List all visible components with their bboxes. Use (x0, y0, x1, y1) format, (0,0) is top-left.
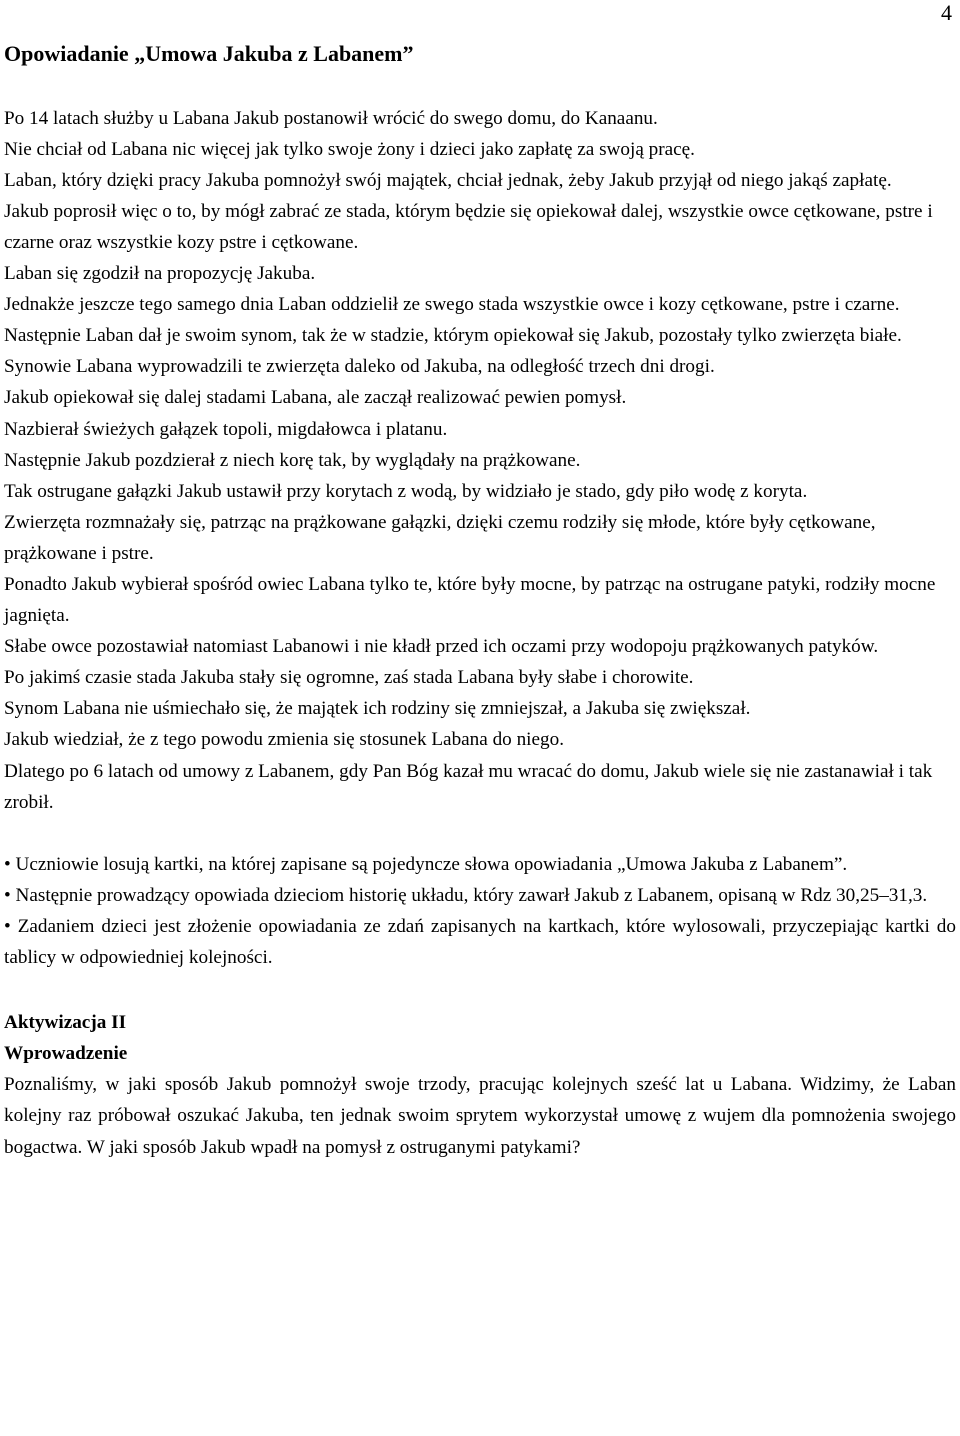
story-paragraph: Słabe owce pozostawiał natomiast Labanowi i nie kładł przed ich oczami przy wodopoju prążkowanych patyków. (4, 636, 879, 658)
page-number: 4 (941, 0, 952, 25)
story-paragraph: Laban, który dzięki pracy Jakuba pomnożył swój majątek, chciał jednak, żeby Jakub przyjął od niego jakąś zapłatę. (4, 169, 892, 191)
story-paragraph: Tak ostrugane gałązki Jakub ustawił przy korytach z wodą, by widziało je stado, gdy piło wodę z koryta. (4, 480, 808, 502)
story-paragraph: Po 14 latach służby u Labana Jakub postanowił wrócić do swego domu, do Kanaanu. (4, 107, 658, 129)
story-paragraph: Następnie Jakub pozdzierał z niech korę tak, by wyglądały na prążkowane. (4, 449, 581, 471)
story-paragraph: Jakub poprosił więc o to, by mógł zabrać ze stada, którym będzie się opiekował dalej, wszystkie owce cętkowane, pstre i czarne oraz wszystkie kozy pstre i cętkowane. (4, 200, 933, 253)
story-paragraph: Następnie Laban dał je swoim synom, tak że w stadzie, którym opiekował się Jakub, pozostały tylko zwierzęta białe. (4, 325, 902, 347)
story-paragraph: Synom Labana nie uśmiechało się, że majątek ich rodziny się zmniejszał, a Jakuba się zwiększał. (4, 698, 751, 720)
story-paragraph: Ponadto Jakub wybierał spośród owiec Labana tylko te, które były mocne, by patrząc na ostrugane patyki, rodziły mocne jagnięta. (4, 574, 936, 627)
story-paragraph: Nazbierał świeżych gałązek topoli, migdałowca i platanu. (4, 418, 448, 440)
story-paragraph: Laban się zgodził na propozycję Jakuba. (4, 263, 316, 285)
story-paragraph: Synowie Labana wyprowadzili te zwierzęta daleko od Jakuba, na odległość trzech dni drogi. (4, 356, 715, 378)
story-paragraph: Zwierzęta rozmnażały się, patrząc na prążkowane gałązki, dzięki czemu rodziły się młode, które były cętkowane, prążkowane i pstre. (4, 511, 876, 564)
instruction-item: • Uczniowie losują kartki, na której zapisane są pojedyncze słowa opowiadania „Umowa Jakuba z Labanem”. (4, 853, 848, 875)
story-paragraph: Jakub wiedział, że z tego powodu zmienia się stosunek Labana do niego. (4, 729, 564, 751)
section-heading-introduction: Wprowadzenie (4, 1043, 128, 1065)
story-paragraph: Nie chciał od Labana nic więcej jak tylko swoje żony i dzieci jako zapłatę za swoją pracę. (4, 138, 695, 160)
story-paragraph: Dlatego po 6 latach od umowy z Labanem, gdy Pan Bóg kazał mu wracać do domu, Jakub wiele się nie zastanawiał i tak zrobił. (4, 760, 933, 813)
story-title: Opowiadanie „Umowa Jakuba z Labanem” (4, 41, 414, 66)
story-text (4, 103, 960, 818)
section-body: Poznaliśmy, w jaki sposób Jakub pomnożył swoje trzody, pracując kolejnych sześć lat u Labana. Widzimy, że Laban kolejny raz próbował oszukać Jakuba, ten jednak swoim sprytem wykorzystał umowę z wujem dla pomnożenia swojego bogactwa. W jaki sposób Jakub wpadł na pomysł z ostruganymi patykami? (4, 1074, 956, 1158)
section-heading-activation: Aktywizacja II (4, 1012, 127, 1034)
instruction-item: • Następnie prowadzący opowiada dzieciom historię układu, który zawarł Jakub z Labanem, opisaną w Rdz 30,25–31,3. (4, 884, 928, 906)
instruction-list (4, 849, 960, 973)
story-paragraph: Po jakimś czasie stada Jakuba stały się ogromne, zaś stada Labana były słabe i chorowite. (4, 667, 694, 689)
story-paragraph: Jednakże jeszcze tego samego dnia Laban oddzielił ze swego stada wszystkie owce i kozy cętkowane, pstre i czarne. (4, 294, 900, 316)
instruction-item: • Zadaniem dzieci jest złożenie opowiadania ze zdań zapisanych na kartkach, które wylosowali, przyczepiając kartki do tablicy w odpowiedniej kolejności. (4, 915, 956, 969)
story-paragraph: Jakub opiekował się dalej stadami Labana, ale zaczął realizować pewien pomysł. (4, 387, 627, 409)
activation-section (4, 1007, 960, 1162)
